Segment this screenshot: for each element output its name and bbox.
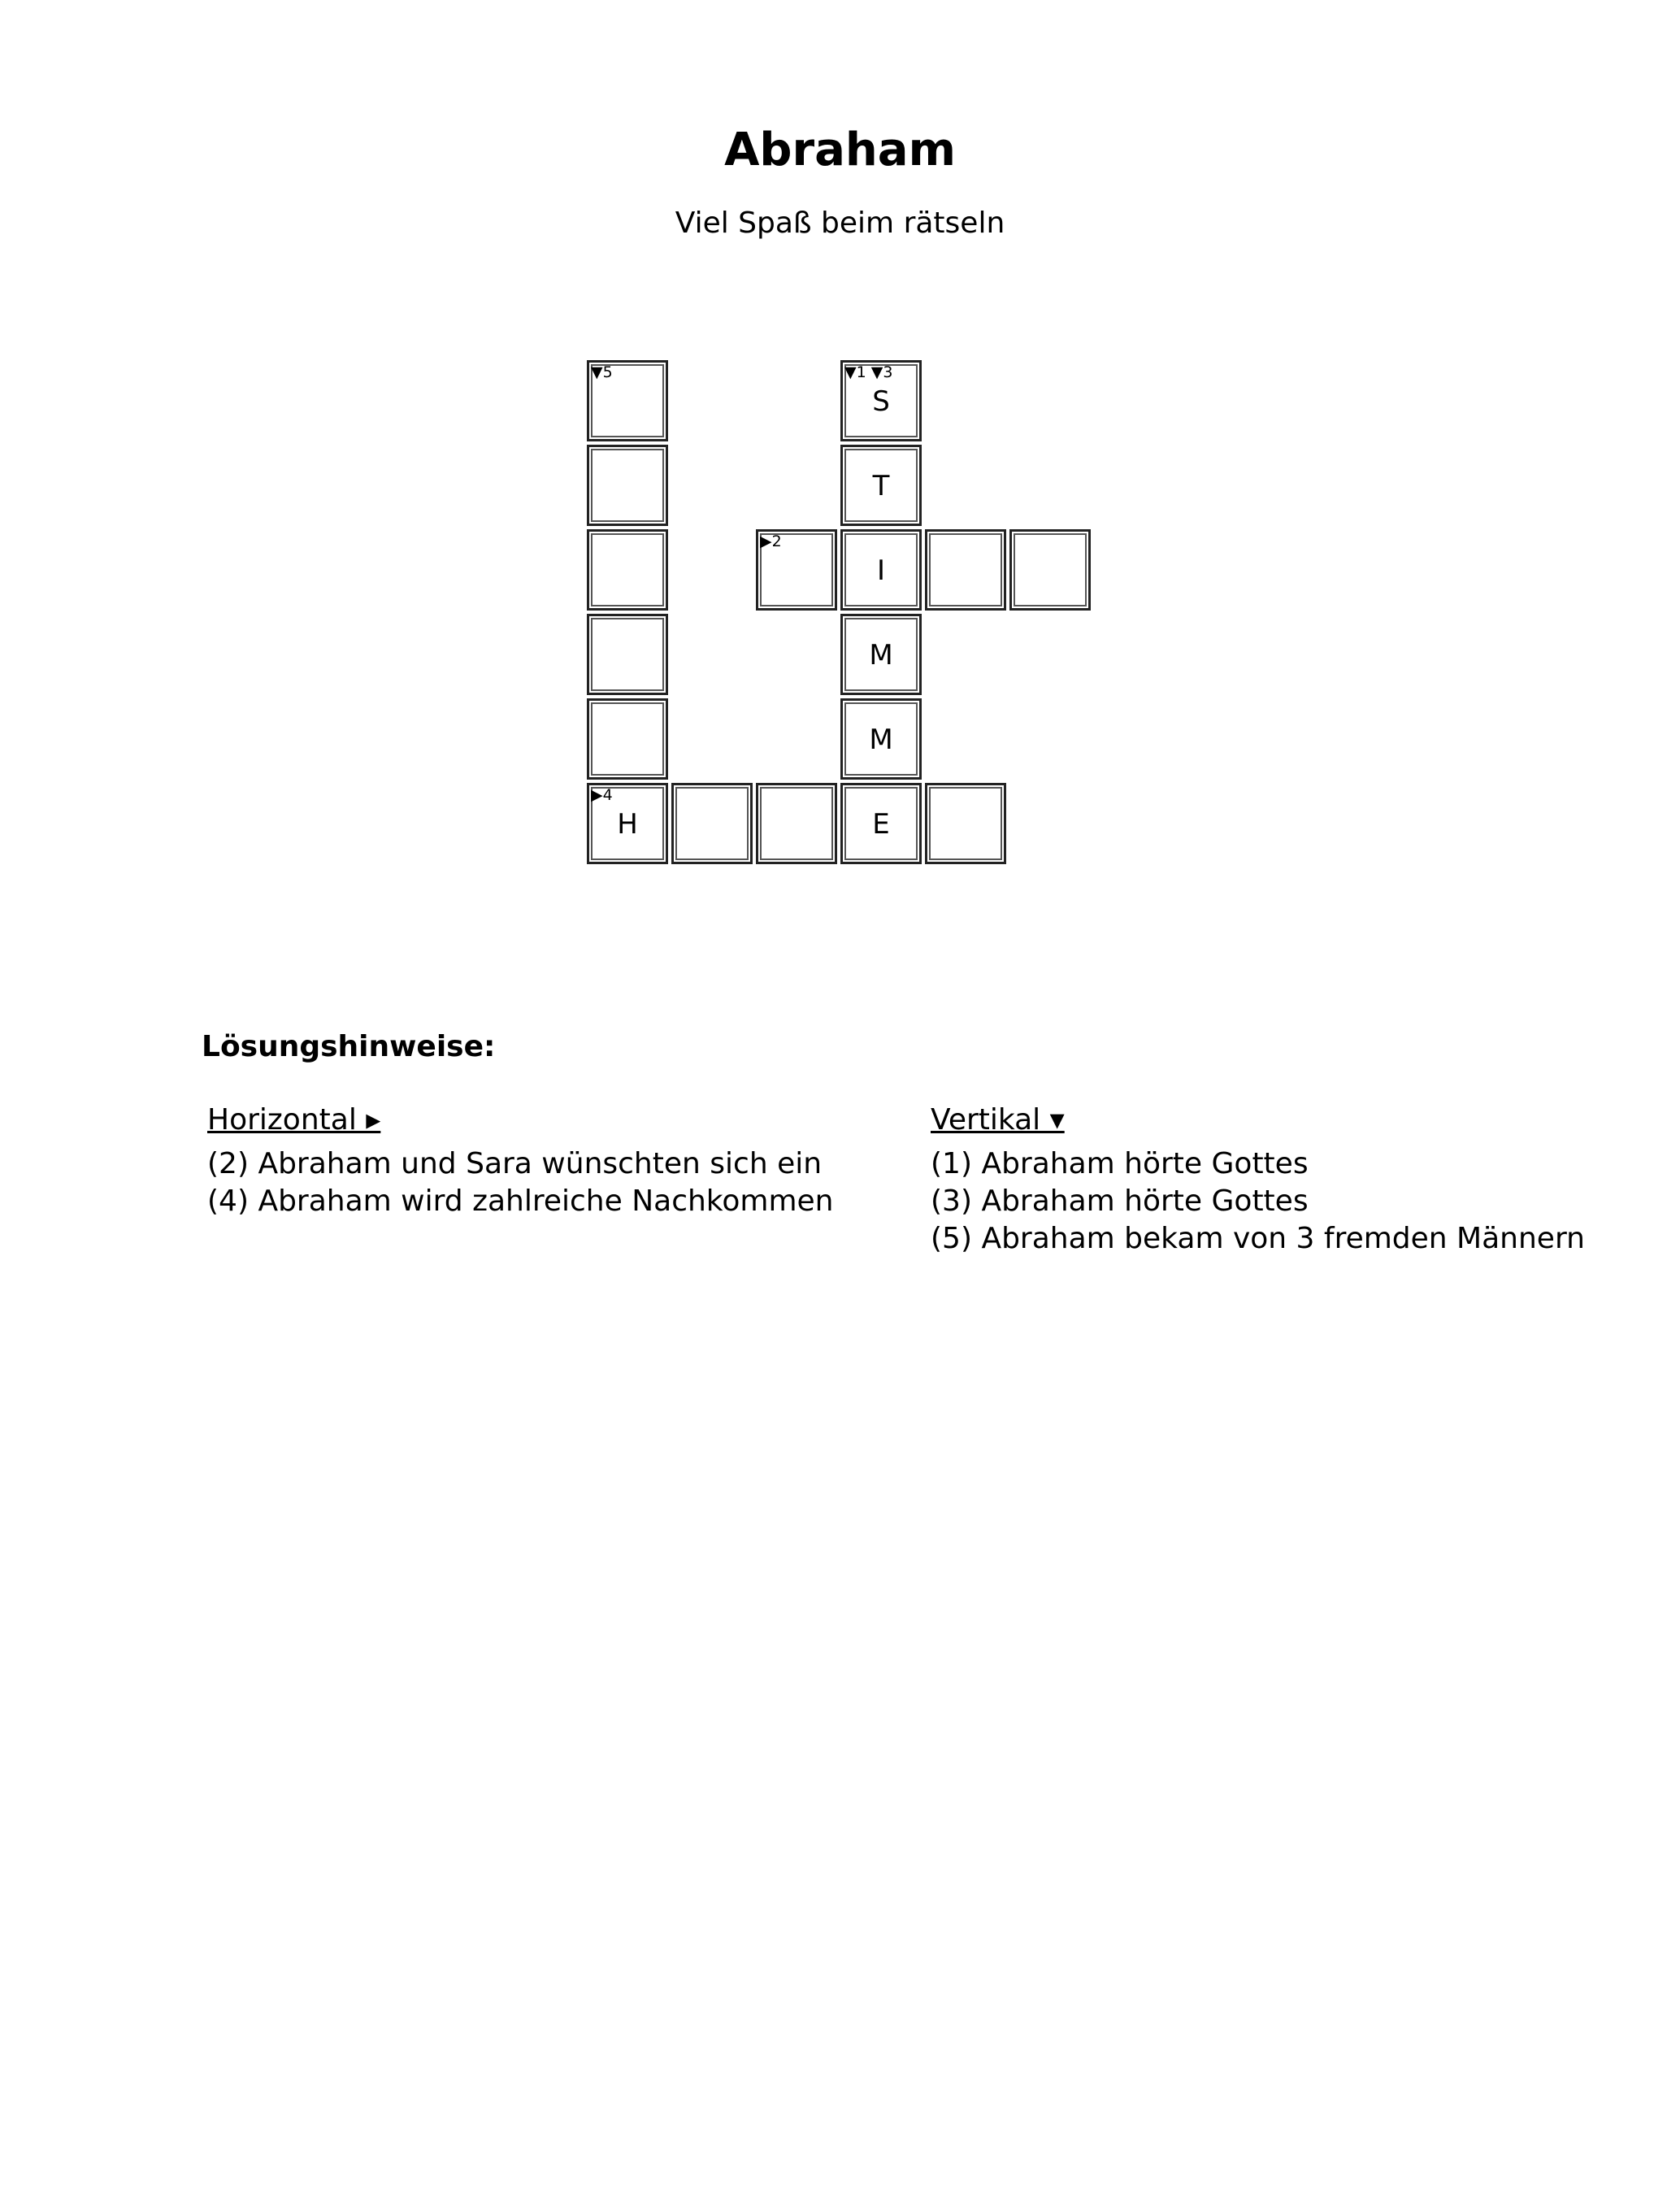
- cell-letter: M: [869, 639, 893, 672]
- horizontal-clues-heading: Horizontal ▸: [207, 1103, 381, 1137]
- hints-heading: Lösungshinweise:: [202, 1030, 496, 1063]
- cell-letter: E: [872, 808, 890, 841]
- cell-letter: M: [869, 724, 893, 756]
- crossword-cell[interactable]: [587, 783, 668, 864]
- crossword-cell[interactable]: [925, 529, 1006, 611]
- crossword-cell[interactable]: [840, 698, 922, 780]
- clue-item: (4) Abraham wird zahlreiche Nachkommen: [207, 1184, 834, 1218]
- page-title: Abraham: [724, 124, 956, 176]
- crossword-cell[interactable]: [840, 445, 922, 526]
- clue-item: (2) Abraham und Sara wünschten sich ein: [207, 1147, 823, 1180]
- cell-clue-number: ▼5: [591, 363, 613, 381]
- cell-letter: I: [876, 554, 886, 587]
- cell-letter: T: [872, 470, 890, 502]
- crossword-cell[interactable]: [840, 360, 922, 441]
- crossword-cell[interactable]: [840, 614, 922, 695]
- horizontal-clues: [207, 1102, 834, 1220]
- crossword-cell[interactable]: [587, 698, 668, 780]
- page-subtitle: Viel Spaß beim rätseln: [675, 206, 1005, 240]
- vertical-clues: [931, 1102, 1585, 1258]
- crossword-cell[interactable]: [671, 783, 753, 864]
- cell-letter: S: [872, 385, 890, 418]
- crossword-cell[interactable]: [756, 783, 837, 864]
- cell-clue-number: ▼1 ▼3: [844, 363, 893, 381]
- vertical-clues-heading: Vertikal ▾: [931, 1103, 1065, 1137]
- crossword-cell[interactable]: [587, 360, 668, 441]
- clue-item: (3) Abraham hörte Gottes: [931, 1184, 1309, 1218]
- cell-clue-number: ▶4: [591, 786, 613, 804]
- crossword-cell[interactable]: [840, 783, 922, 864]
- crossword-cell[interactable]: [587, 529, 668, 611]
- crossword-cell[interactable]: [587, 614, 668, 695]
- crossword-cell[interactable]: [587, 445, 668, 526]
- crossword-cell[interactable]: [1009, 529, 1091, 611]
- cell-letter: H: [617, 808, 638, 841]
- crossword-cell[interactable]: [925, 783, 1006, 864]
- clue-item: (5) Abraham bekam von 3 fremden Männern: [931, 1222, 1585, 1255]
- clue-item: (1) Abraham hörte Gottes: [931, 1147, 1309, 1180]
- cell-clue-number: ▶2: [760, 532, 782, 550]
- crossword-cell[interactable]: [756, 529, 837, 611]
- crossword-cell[interactable]: [840, 529, 922, 611]
